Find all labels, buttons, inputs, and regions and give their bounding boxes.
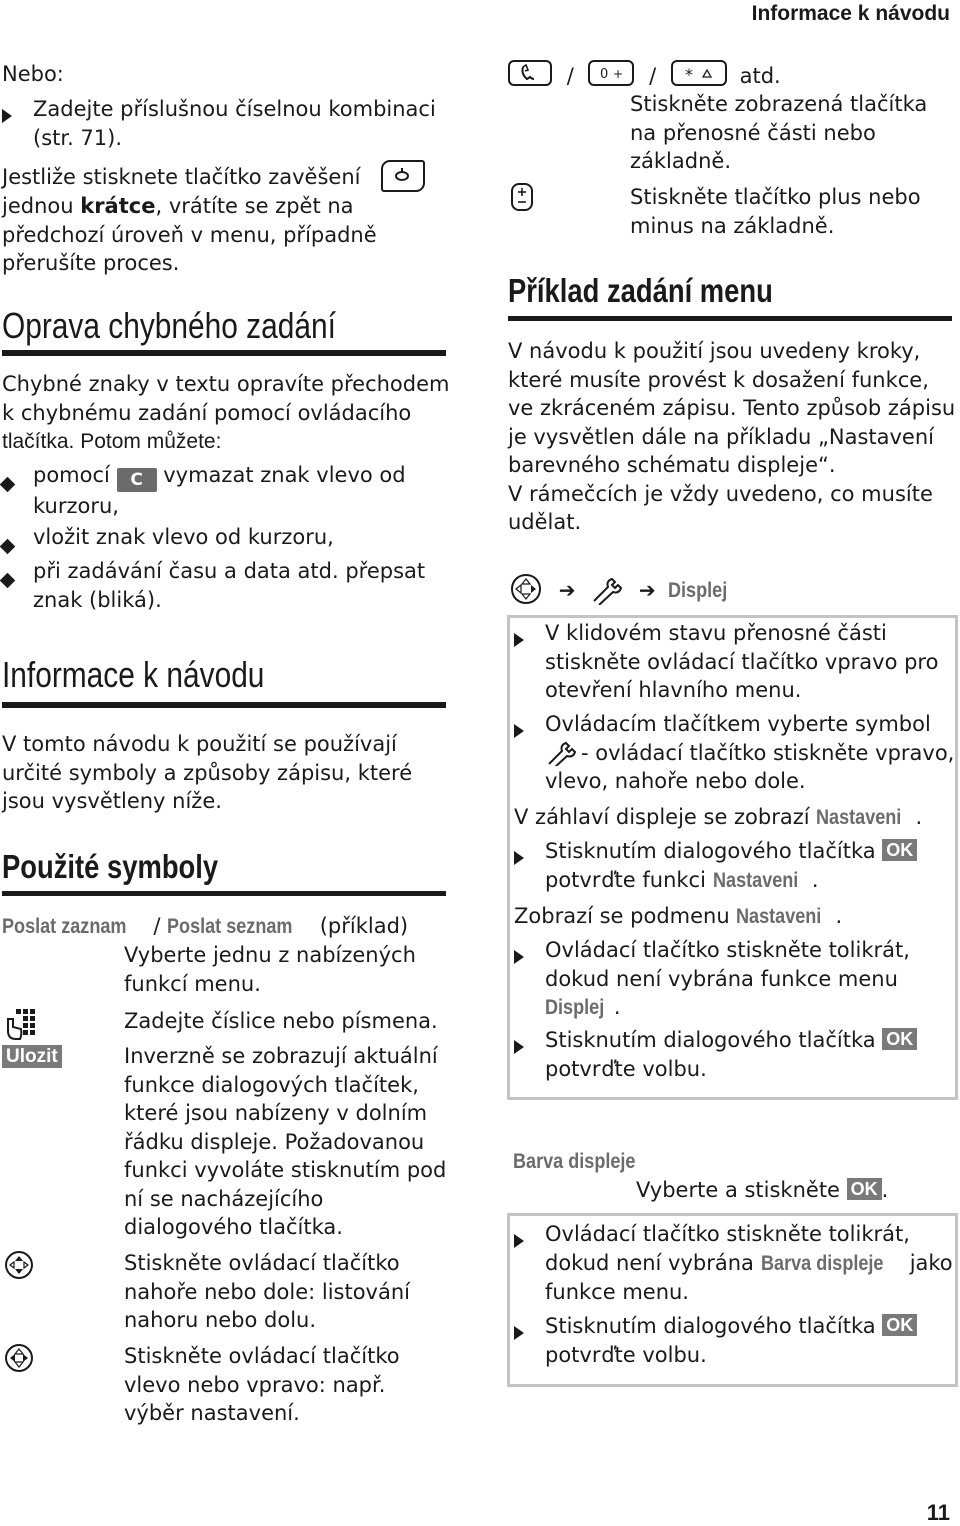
ok-softkey: OK — [882, 1028, 917, 1050]
page-number: 11 — [926, 1500, 950, 1525]
star-key-icon — [671, 60, 727, 86]
zahlavi-line: V záhlaví displeje se zobrazí Nastaveni . — [514, 805, 923, 829]
bullet-triangle-icon — [514, 1040, 524, 1054]
nebo-label: Nebo: — [2, 62, 64, 86]
svg-text:0: 0 — [600, 67, 609, 82]
talk-key-icon — [508, 60, 552, 86]
bullet-diamond-icon — [0, 573, 15, 589]
heading-rule — [2, 350, 446, 356]
ok-softkey: OK — [847, 1178, 882, 1200]
settings-tool-icon — [545, 740, 581, 766]
heading-rule — [508, 316, 952, 321]
symbol-menu-functions: Poslat zaznam / Poslat seznam (příklad) — [2, 914, 409, 938]
path-displej: Displej — [668, 579, 728, 602]
symbol-updown-desc: Stiskněte ovládací tlačítko nahoře nebo dole: listování nahoru nebo dolu. — [124, 1251, 411, 1332]
symbol-menu-desc: Vyberte jednu z nabízených funkcí menu. — [124, 943, 416, 996]
hook-key-icon — [381, 160, 425, 192]
podmenu-line: Zobrazí se podmenu Nastaveni . — [514, 904, 843, 928]
bullet-triangle-icon — [514, 1326, 524, 1340]
plus-minus-desc: Stiskněte tlačítko plus nebo minus na základně. — [630, 185, 921, 238]
clear-key-icon: C — [117, 468, 157, 492]
symbol-keypad-desc: Zadejte číslice nebo písmena. — [124, 1009, 438, 1033]
oprava-bullet-1: pomocí C vymazat znak vlevo od kurzoru, — [2, 461, 447, 521]
menu-path — [510, 573, 737, 606]
keys-row: / 0 + / * atd. — [508, 60, 781, 91]
bullet-triangle-icon — [2, 109, 12, 123]
softkey-ulozit-badge: Ulozit — [2, 1045, 62, 1068]
hook-paragraph: Jestliže stisknete tlačítko zavěšení jednou krátce, vrátíte se zpět na předchozí úroveň v menu, případně přerušíte proces. — [2, 160, 425, 278]
svg-text:*: * — [684, 65, 693, 84]
settings-tool-icon — [588, 575, 626, 605]
control-key-left-right-icon — [4, 1343, 34, 1373]
path-arrow: ➔ — [558, 578, 576, 602]
zero-plus-key-icon — [588, 60, 634, 86]
path-arrow: ➔ — [638, 578, 656, 602]
heading-rule — [2, 891, 446, 896]
oprava-paragraph: Chybné znaky v textu opravíte přechodem k chybnému zadání pomocí ovládacího tlačítka. Potom můžete: — [2, 372, 450, 453]
symbol-softkey-desc: Inverzně se zobrazují aktuální funkce dialogových tlačítek, které jsou nabízeny v dolním řádku displeje. Požadovanou funkci vyvoláte stisknutím pod ní se nacházejícího dialogového tlačítka. — [124, 1044, 447, 1239]
bullet-triangle-icon — [514, 851, 524, 865]
bullet-triangle-icon — [514, 950, 524, 964]
bullet-diamond-icon — [0, 539, 15, 555]
barva-desc: Vyberte a stiskněte OK . — [636, 1178, 889, 1202]
keypad-hand-icon — [4, 1007, 38, 1041]
heading-rule — [2, 702, 446, 708]
barva-label: Barva displeje — [513, 1150, 636, 1173]
priklad-heading: Příklad zadání menu — [508, 272, 773, 309]
info-paragraph: V tomto návodu k použití se používají určité symboly a způsoby zápisu, které jsou vysvětleny níže. — [2, 732, 413, 813]
control-key-up-down-icon — [4, 1250, 34, 1280]
symbols-heading: Použité symboly — [2, 848, 219, 885]
info-heading: Informace k návodu — [2, 654, 265, 695]
bullet-triangle-icon — [514, 1234, 524, 1248]
bullet-triangle-icon — [514, 724, 524, 738]
running-header: Informace k návodu — [751, 2, 950, 25]
ok-softkey: OK — [882, 1314, 917, 1336]
priklad-paragraph: V návodu k použití jsou uvedeny kroky, které musíte provést k dosažení funkce, ve zkráceném zápisu. Tento způsob zápisu je vysvětlen dále na příkladu „Nastavení barevného schématu displeje“. V rámečcích je vždy uvedeno, co musíte udělat. — [508, 339, 956, 534]
bullet-triangle-icon — [514, 633, 524, 647]
control-key-right-icon — [510, 573, 542, 605]
ok-softkey: OK — [882, 839, 917, 861]
symbol-leftright-desc: Stiskněte ovládací tlačítko vlevo nebo vpravo: např. výběr nastavení. — [124, 1344, 400, 1425]
keys-desc: Stiskněte zobrazená tlačítka na přenosné části nebo základně. — [630, 92, 928, 173]
oprava-heading: Oprava chybného zadání — [2, 305, 336, 346]
svg-text:+: + — [613, 67, 624, 81]
plus-minus-key-icon — [510, 182, 534, 212]
bullet-diamond-icon — [0, 477, 15, 493]
